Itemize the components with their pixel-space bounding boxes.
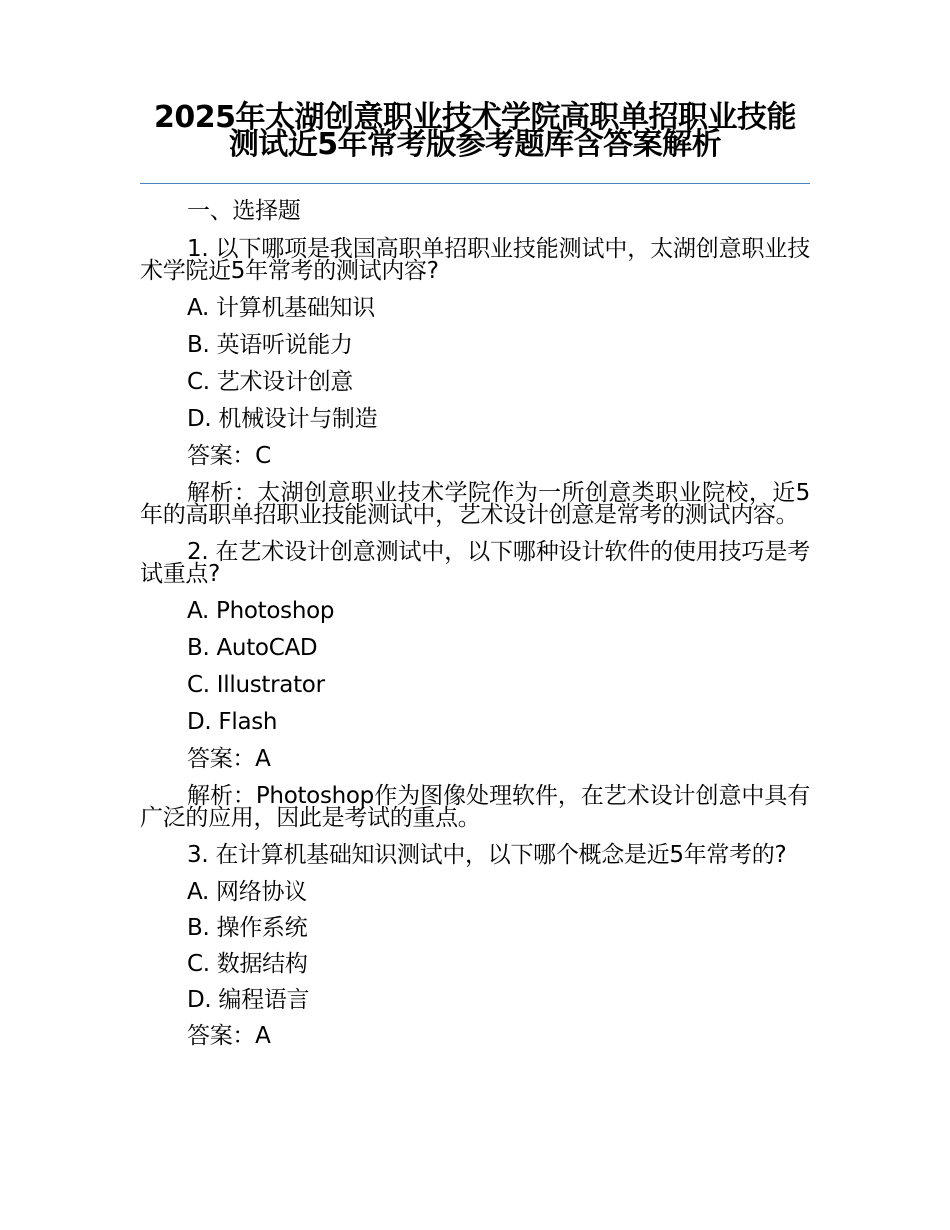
question-2-option-a: A. Photoshop xyxy=(187,598,335,624)
question-1-option-c: C. 艺术设计创意 xyxy=(187,369,353,395)
question-3-option-d: D. 编程语言 xyxy=(187,987,310,1013)
question-3-answer: 答案：A xyxy=(187,1023,271,1049)
question-3-stem: 3. 在计算机基础知识测试中，以下哪个概念是近5年常考的? xyxy=(187,842,787,868)
question-1-option-d: D. 机械设计与制造 xyxy=(187,406,378,432)
document-body xyxy=(140,200,810,1061)
question-2-option-d: D. Flash xyxy=(187,709,278,735)
question-2-option-c: C. Illustrator xyxy=(187,672,325,698)
question-2-answer: 答案：A xyxy=(187,746,271,772)
question-1-answer: 答案：C xyxy=(187,443,271,469)
question-2-stem: 2. 在艺术设计创意测试中，以下哪种设计软件的使用技巧是考试重点? xyxy=(140,539,810,587)
question-1-option-a: A. 计算机基础知识 xyxy=(187,295,375,321)
question-2-analysis: 解析：Photoshop作为图像处理软件，在艺术设计创意中具有广泛的应用，因此是考试的重点。 xyxy=(140,783,810,831)
question-3-option-b: B. 操作系统 xyxy=(187,915,308,941)
question-1-stem: 1. 以下哪项是我国高职单招职业技能测试中，太湖创意职业技术学院近5年常考的测试内容? xyxy=(140,236,810,284)
document-title: 2025年太湖创意职业技术学院高职单招职业技能测试近5年常考版参考题库含答案解析 xyxy=(154,100,796,162)
question-3-option-a: A. 网络协议 xyxy=(187,879,307,905)
question-1-option-b: B. 英语听说能力 xyxy=(187,332,353,358)
section-heading: 一、选择题 xyxy=(187,198,301,224)
question-3-option-c: C. 数据结构 xyxy=(187,951,308,977)
question-2-option-b: B. AutoCAD xyxy=(187,635,318,661)
question-1-analysis: 解析：太湖创意职业技术学院作为一所创意类职业院校，近5年的高职单招职业技能测试中，艺术设计创意是常考的测试内容。 xyxy=(140,480,810,528)
title-underline xyxy=(140,183,810,184)
